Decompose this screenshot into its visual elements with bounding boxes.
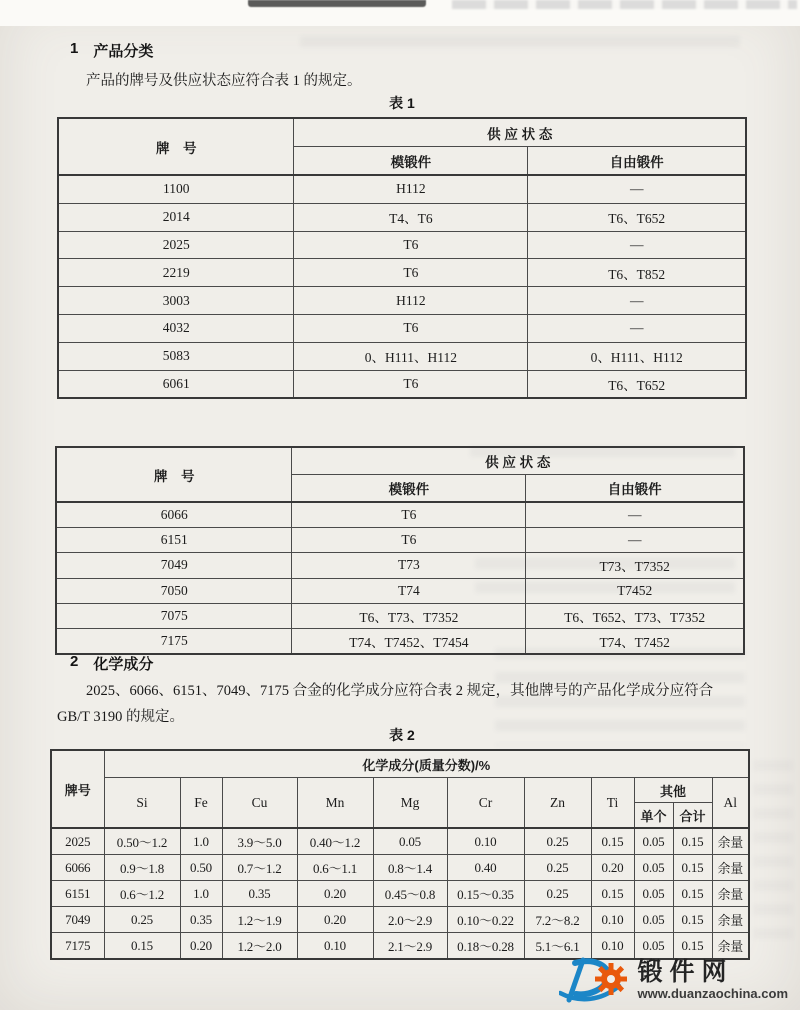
cell-single: 0.05 xyxy=(634,828,673,855)
col-other: 其他 xyxy=(634,778,712,803)
col-grade: 牌号 xyxy=(51,750,104,828)
cell-zn: 7.2～8.2 xyxy=(524,907,591,933)
cell-grade: 6066 xyxy=(51,855,104,881)
cell-die: T6 xyxy=(294,314,528,342)
col-other-single: 单个 xyxy=(634,803,673,829)
col-cr: Cr xyxy=(447,778,524,829)
col-grade: 牌 号 xyxy=(58,118,294,175)
table-row xyxy=(58,203,746,231)
cell-free: T6、T652、T73、T7352 xyxy=(526,603,744,628)
cell-die: H112 xyxy=(294,175,528,203)
cell-grade: 6151 xyxy=(51,881,104,907)
cell-total: 0.15 xyxy=(673,881,712,907)
cell-die: T74、T7452、T7454 xyxy=(292,628,526,654)
table-row xyxy=(51,907,749,933)
duanzaochina-logo-icon xyxy=(559,955,631,1005)
cell-cu: 1.2～1.9 xyxy=(222,907,297,933)
cell-al: 余量 xyxy=(712,855,749,881)
col-supply-status: 供 应 状 态 xyxy=(292,447,744,475)
cell-free: T73、T7352 xyxy=(526,553,744,578)
cell-grade: 6066 xyxy=(56,502,292,528)
cell-free: T6、T852 xyxy=(528,259,746,287)
cell-cr: 0.18～0.28 xyxy=(447,933,524,960)
cell-single: 0.05 xyxy=(634,907,673,933)
cell-mn: 0.40～1.2 xyxy=(297,828,373,855)
cell-zn: 5.1～6.1 xyxy=(524,933,591,960)
col-die-forgings: 模锻件 xyxy=(294,147,528,176)
scan-artifact xyxy=(452,0,797,9)
site-url: www.duanzaochina.com xyxy=(637,986,788,1001)
cell-mg: 0.45～0.8 xyxy=(373,881,447,907)
site-name: 锻件网 xyxy=(637,959,734,986)
cell-grade: 7075 xyxy=(56,603,292,628)
cell-grade: 2025 xyxy=(51,828,104,855)
table-2-header xyxy=(51,750,749,828)
cell-fe: 1.0 xyxy=(180,828,222,855)
table-1-caption: 表 1 xyxy=(389,95,415,111)
cell-mg: 0.8～1.4 xyxy=(373,855,447,881)
cell-die: H112 xyxy=(294,287,528,315)
cell-free: T6、T652 xyxy=(528,203,746,231)
table-row xyxy=(58,259,746,287)
section-1-number: 1 xyxy=(70,40,79,57)
table-row xyxy=(58,231,746,259)
cell-free: 0、H111、H112 xyxy=(528,342,746,370)
table-1b-body xyxy=(56,502,744,654)
cell-cr: 0.15～0.35 xyxy=(447,881,524,907)
cell-single: 0.05 xyxy=(634,881,673,907)
table-row xyxy=(58,370,746,398)
cell-die: T73 xyxy=(292,553,526,578)
bleedthrough-artifact xyxy=(300,36,740,52)
section-2-number: 2 xyxy=(70,653,79,670)
paragraph-1: 产品的牌号及供应状态应符合表 1 的规定。 xyxy=(86,72,362,89)
col-ti: Ti xyxy=(591,778,634,829)
cell-si: 0.15 xyxy=(104,933,180,960)
cell-total: 0.15 xyxy=(673,855,712,881)
cell-al: 余量 xyxy=(712,933,749,960)
cell-mn: 0.20 xyxy=(297,881,373,907)
cell-free: — xyxy=(528,287,746,315)
cell-mg: 2.1～2.9 xyxy=(373,933,447,960)
cell-free: T6、T652 xyxy=(528,370,746,398)
table-row xyxy=(56,628,744,654)
cell-mn: 0.6～1.1 xyxy=(297,855,373,881)
cell-grade: 3003 xyxy=(58,287,294,315)
site-watermark xyxy=(559,955,788,1005)
cell-si: 0.25 xyxy=(104,907,180,933)
cell-si: 0.50～1.2 xyxy=(104,828,180,855)
cell-die: T6 xyxy=(292,528,526,553)
cell-die: T6 xyxy=(294,370,528,398)
cell-total: 0.15 xyxy=(673,933,712,960)
table-1-continued xyxy=(55,446,745,655)
table-row xyxy=(58,287,746,315)
cell-grade: 7175 xyxy=(51,933,104,960)
cell-cu: 0.35 xyxy=(222,881,297,907)
table-row xyxy=(51,828,749,855)
cell-grade: 7050 xyxy=(56,578,292,603)
table-row xyxy=(56,553,744,578)
col-mn: Mn xyxy=(297,778,373,829)
table-1-header xyxy=(58,118,746,175)
cell-fe: 0.35 xyxy=(180,907,222,933)
bleedthrough-artifact xyxy=(753,760,793,950)
cell-mg: 0.05 xyxy=(373,828,447,855)
cell-cu: 0.7～1.2 xyxy=(222,855,297,881)
section-2-heading xyxy=(70,653,153,674)
col-fe: Fe xyxy=(180,778,222,829)
cell-si: 0.6～1.2 xyxy=(104,881,180,907)
cell-free: T7452 xyxy=(526,578,744,603)
cell-grade: 2219 xyxy=(58,259,294,287)
cell-grade: 5083 xyxy=(58,342,294,370)
col-free-forgings: 自由锻件 xyxy=(528,147,746,176)
cell-single: 0.05 xyxy=(634,855,673,881)
cell-total: 0.15 xyxy=(673,828,712,855)
cell-fe: 0.50 xyxy=(180,855,222,881)
section-1-heading xyxy=(70,40,153,61)
col-mg: Mg xyxy=(373,778,447,829)
cell-grade: 6151 xyxy=(56,528,292,553)
cell-zn: 0.25 xyxy=(524,881,591,907)
cell-grade: 4032 xyxy=(58,314,294,342)
cell-die: T6 xyxy=(294,259,528,287)
table-row xyxy=(56,578,744,603)
cell-si: 0.9～1.8 xyxy=(104,855,180,881)
table-row xyxy=(58,314,746,342)
table-row xyxy=(51,881,749,907)
cell-grade: 1100 xyxy=(58,175,294,203)
cell-cr: 0.40 xyxy=(447,855,524,881)
col-si: Si xyxy=(104,778,180,829)
col-free-forgings: 自由锻件 xyxy=(526,475,744,503)
cell-cu: 3.9～5.0 xyxy=(222,828,297,855)
cell-single: 0.05 xyxy=(634,933,673,960)
table-row xyxy=(51,855,749,881)
col-die-forgings: 模锻件 xyxy=(292,475,526,503)
cell-die: T6 xyxy=(292,502,526,528)
cell-die: T6 xyxy=(294,231,528,259)
table-row xyxy=(58,342,746,370)
cell-cu: 1.2～2.0 xyxy=(222,933,297,960)
table-2-body xyxy=(51,828,749,959)
table-row xyxy=(56,528,744,553)
paragraph-2: 2025、6066、6151、7049、7175 合金的化学成分应符合表 2 规定，其他牌号的产品化学成分应符合 GB/T 3190 的规定。 xyxy=(57,682,714,725)
cell-die: T6、T73、T7352 xyxy=(292,603,526,628)
cell-die: T4、T6 xyxy=(294,203,528,231)
cell-fe: 0.20 xyxy=(180,933,222,960)
table-1-supply-status xyxy=(57,117,747,399)
cell-al: 余量 xyxy=(712,907,749,933)
cell-ti: 0.10 xyxy=(591,907,634,933)
cell-fe: 1.0 xyxy=(180,881,222,907)
col-grade: 牌 号 xyxy=(56,447,292,502)
cell-zn: 0.25 xyxy=(524,828,591,855)
cell-grade: 6061 xyxy=(58,370,294,398)
col-other-total: 合计 xyxy=(673,803,712,829)
cell-grade: 7175 xyxy=(56,628,292,654)
scan-artifact xyxy=(248,0,426,7)
table-2-caption: 表 2 xyxy=(389,727,415,743)
cell-free: T74、T7452 xyxy=(526,628,744,654)
section-1-title: 产品分类 xyxy=(93,43,154,60)
section-2-title: 化学成分 xyxy=(93,656,154,673)
col-supply-status: 供 应 状 态 xyxy=(294,118,746,147)
table-row xyxy=(56,603,744,628)
cell-die: 0、H111、H112 xyxy=(294,342,528,370)
table-1b-header xyxy=(56,447,744,502)
cell-grade: 2025 xyxy=(58,231,294,259)
table-1-body xyxy=(58,175,746,398)
cell-al: 余量 xyxy=(712,828,749,855)
gear-icon xyxy=(595,963,627,995)
cell-al: 余量 xyxy=(712,881,749,907)
table-2-chemical-composition xyxy=(50,749,750,960)
cell-cr: 0.10～0.22 xyxy=(447,907,524,933)
col-al: Al xyxy=(712,778,749,829)
cell-cr: 0.10 xyxy=(447,828,524,855)
cell-free: — xyxy=(526,528,744,553)
cell-grade: 7049 xyxy=(56,553,292,578)
cell-mn: 0.10 xyxy=(297,933,373,960)
cell-free: — xyxy=(528,231,746,259)
cell-ti: 0.15 xyxy=(591,881,634,907)
cell-ti: 0.10 xyxy=(591,933,634,960)
cell-mg: 2.0～2.9 xyxy=(373,907,447,933)
col-zn: Zn xyxy=(524,778,591,829)
cell-free: — xyxy=(528,175,746,203)
cell-mn: 0.20 xyxy=(297,907,373,933)
cell-zn: 0.25 xyxy=(524,855,591,881)
cell-free: — xyxy=(526,502,744,528)
cell-free: — xyxy=(528,314,746,342)
cell-die: T74 xyxy=(292,578,526,603)
cell-grade: 7049 xyxy=(51,907,104,933)
col-cu: Cu xyxy=(222,778,297,829)
table-row xyxy=(58,175,746,203)
cell-ti: 0.20 xyxy=(591,855,634,881)
table-row xyxy=(56,502,744,528)
cell-ti: 0.15 xyxy=(591,828,634,855)
cell-grade: 2014 xyxy=(58,203,294,231)
cell-total: 0.15 xyxy=(673,907,712,933)
col-composition: 化学成分(质量分数)/% xyxy=(104,750,749,778)
